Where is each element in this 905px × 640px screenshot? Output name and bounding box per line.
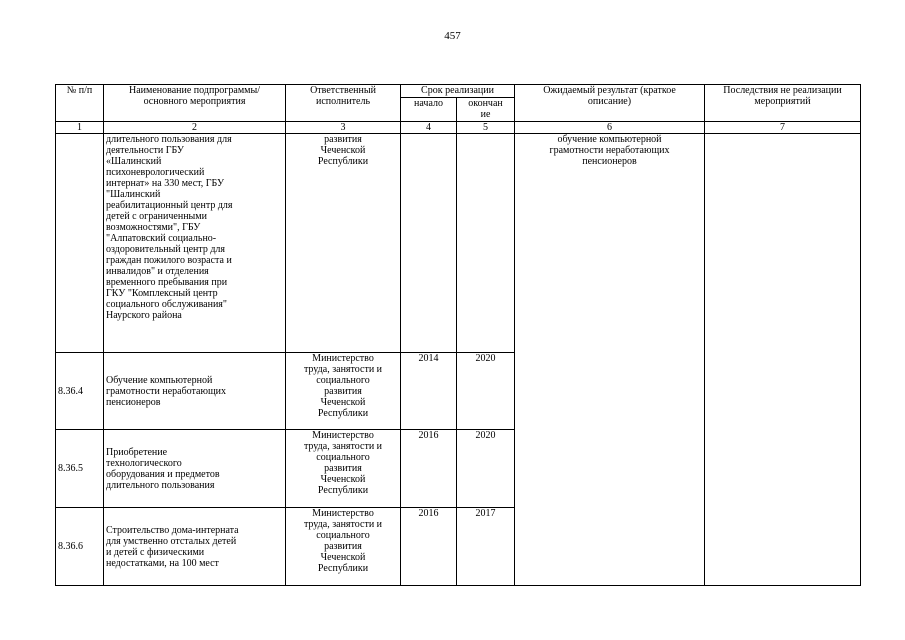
column-number: 3 — [286, 122, 401, 134]
row-end — [457, 134, 515, 353]
row-start: 2016 — [401, 430, 457, 508]
row-executor: Министерство труда, занятости и социального развития Чеченской Республики — [286, 353, 401, 430]
header-end: окончан ие — [457, 98, 515, 122]
row-name: Строительство дома-интерната для умственно отсталых детей и детей с физическими недостатками, на 100 мест — [104, 508, 286, 586]
row-result: обучение компьютерной грамотности неработающих пенсионеров — [515, 134, 705, 586]
row-start: 2014 — [401, 353, 457, 430]
row-executor: развития Чеченской Республики — [286, 134, 401, 353]
row-executor: Министерство труда, занятости и социального развития Чеченской Республики — [286, 430, 401, 508]
row-end: 2017 — [457, 508, 515, 586]
column-number: 6 — [515, 122, 705, 134]
row-end: 2020 — [457, 430, 515, 508]
header-result: Ожидаемый результат (краткое описание) — [515, 85, 705, 122]
header-consequences: Последствия не реализации мероприятий — [705, 85, 861, 122]
page-number: 457 — [444, 30, 461, 42]
row-start — [401, 134, 457, 353]
row-num: 8.36.4 — [56, 353, 104, 430]
table-row — [56, 134, 861, 353]
header-row-top — [56, 85, 861, 98]
column-number-row — [56, 122, 861, 134]
row-name: длительного пользования для деятельности ГБУ «Шалинский психоневрологический интернат» на 330 мест, ГБУ "Шалинский реабилитационный центр для детей с ограниченными возможностями", ГБУ "Алпатовский социально- оздоровительный центр для граждан пожилого возраста и инвалидов" и отделения временного пребывания при ГКУ "Комплексный центр социального обслуживания" Наурского района — [104, 134, 286, 353]
column-number: 5 — [457, 122, 515, 134]
row-executor: Министерство труда, занятости и социального развития Чеченской Республики — [286, 508, 401, 586]
row-num — [56, 134, 104, 353]
column-number: 7 — [705, 122, 861, 134]
column-number: 2 — [104, 122, 286, 134]
header-executor: Ответственный исполнитель — [286, 85, 401, 122]
column-number: 4 — [401, 122, 457, 134]
measures-table — [55, 84, 861, 586]
row-name: Приобретение технологического оборудования и предметов длительного пользования — [104, 430, 286, 508]
header-start: начало — [401, 98, 457, 122]
row-consequences — [705, 134, 861, 586]
row-name: Обучение компьютерной грамотности неработающих пенсионеров — [104, 353, 286, 430]
row-end: 2020 — [457, 353, 515, 430]
row-start: 2016 — [401, 508, 457, 586]
header-term: Срок реализации — [401, 85, 515, 98]
row-num: 8.36.5 — [56, 430, 104, 508]
column-number: 1 — [56, 122, 104, 134]
header-num: № п/п — [56, 85, 104, 122]
row-num: 8.36.6 — [56, 508, 104, 586]
header-name: Наименование подпрограммы/ основного мероприятия — [104, 85, 286, 122]
